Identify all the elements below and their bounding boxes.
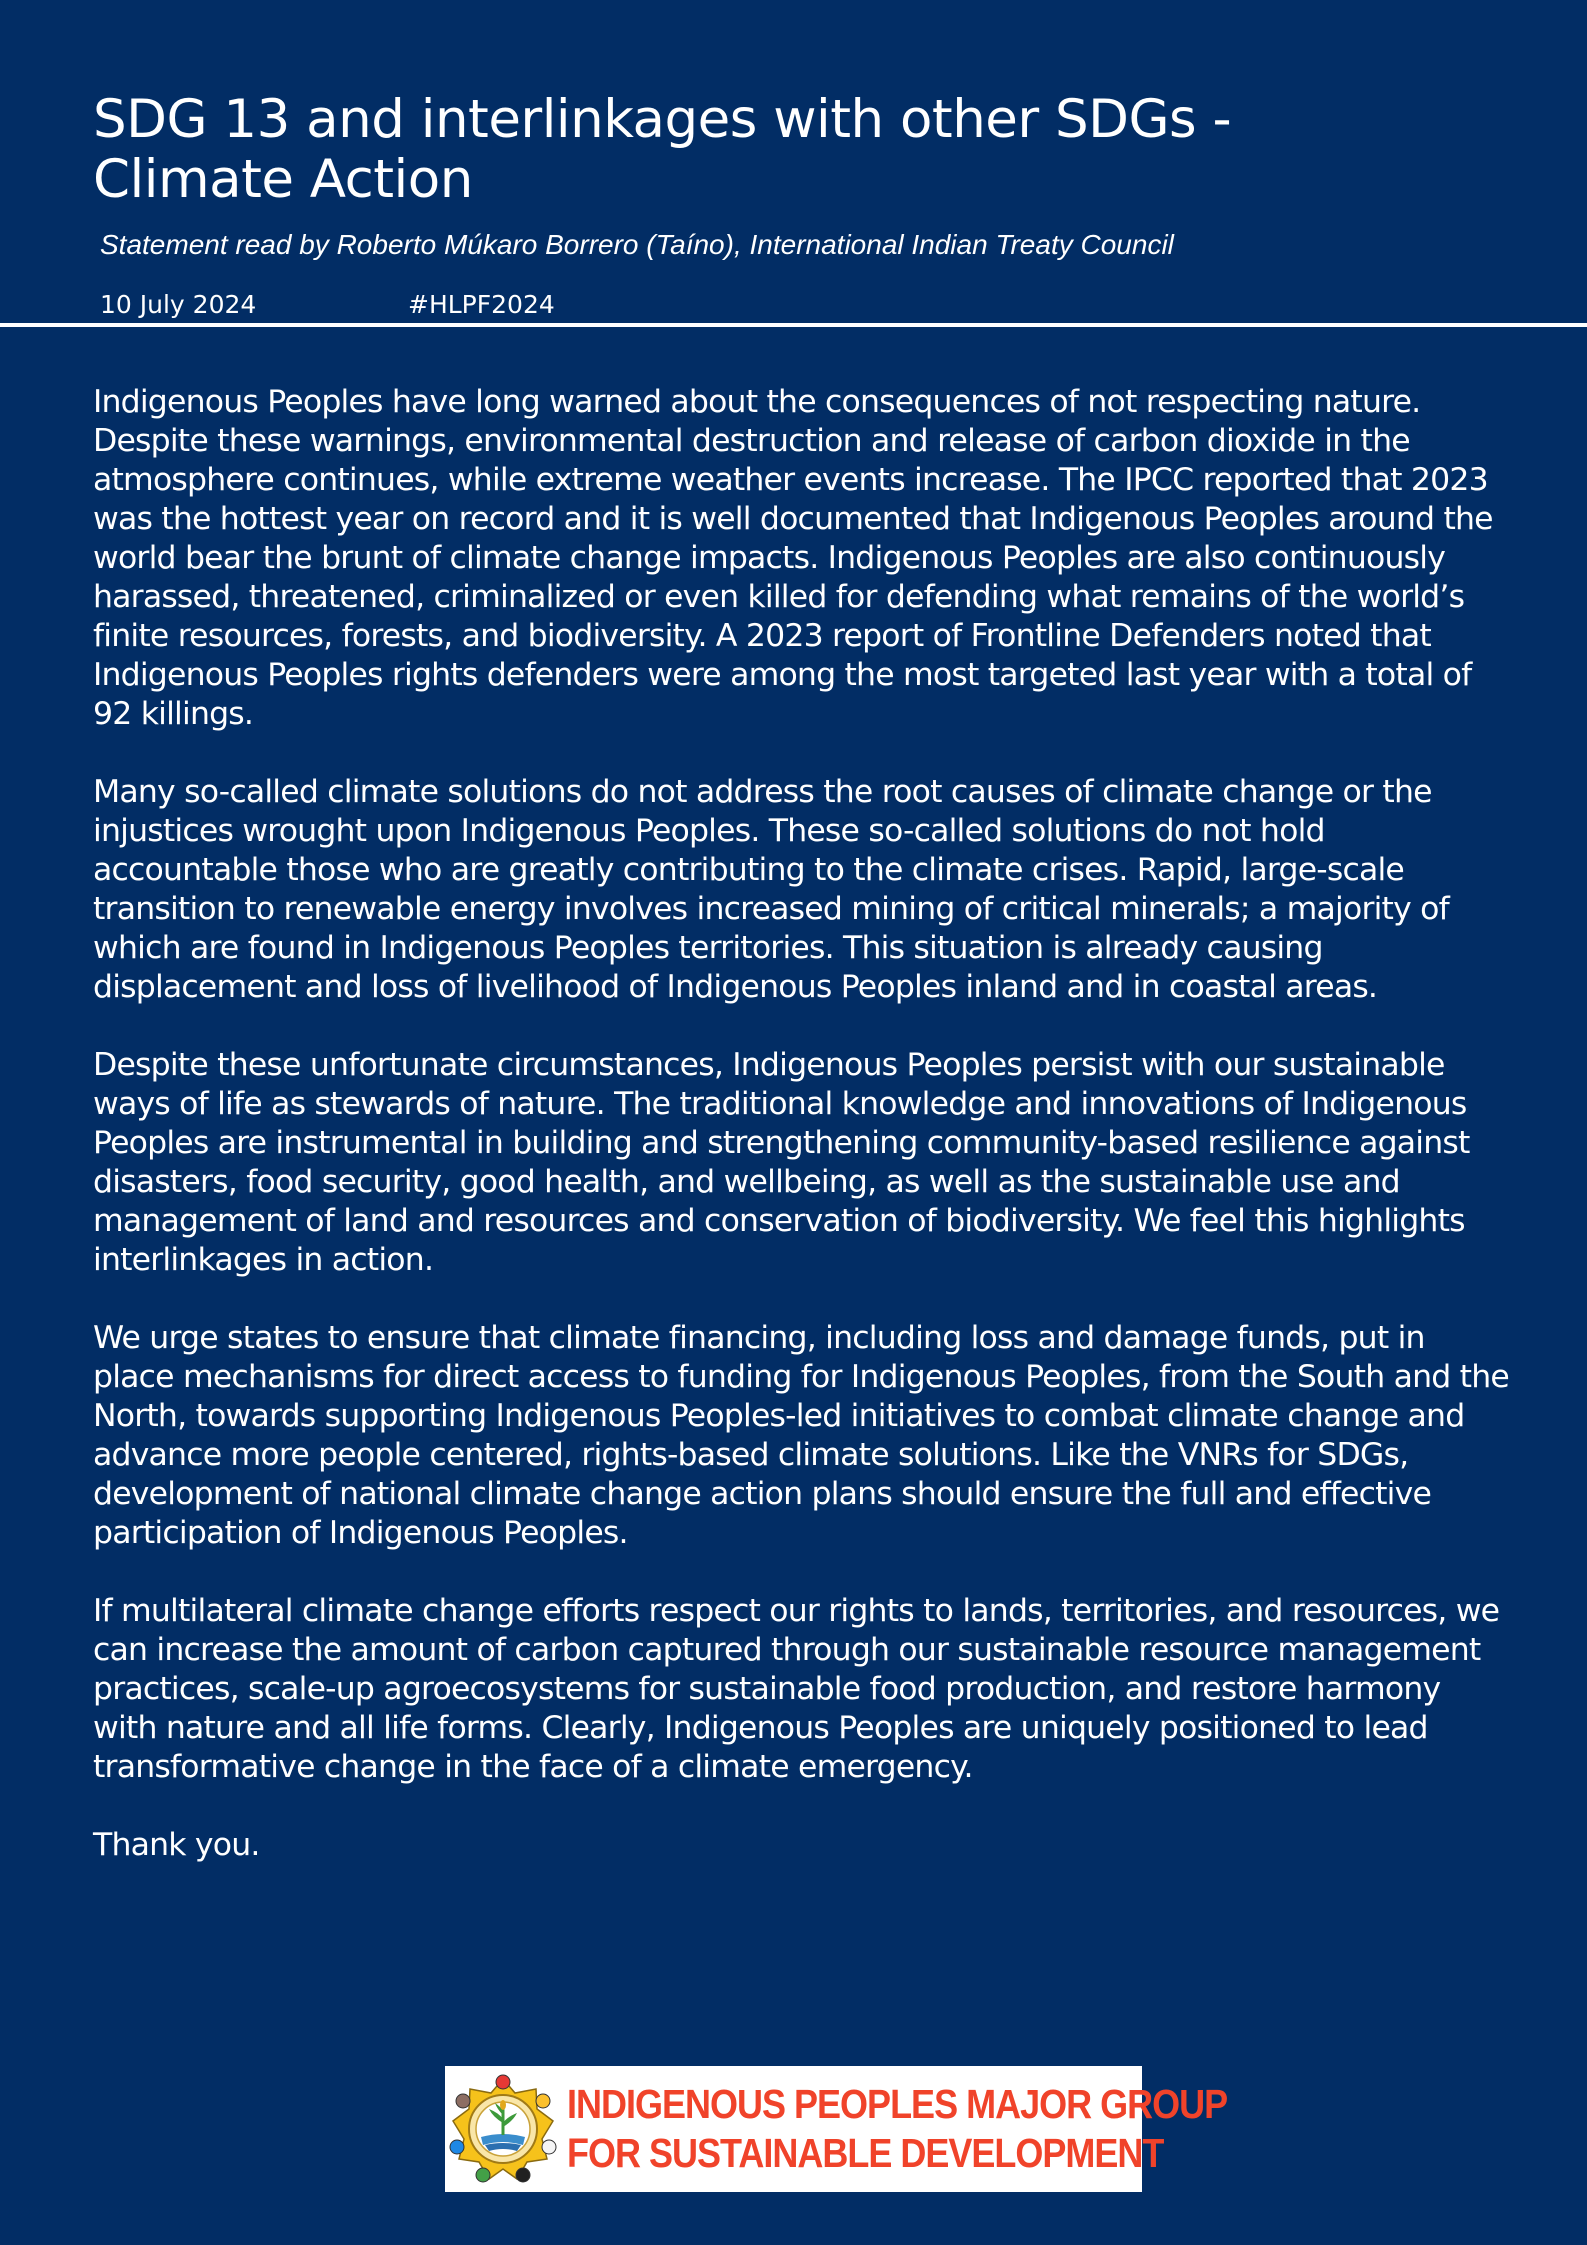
statement-body	[93, 383, 1513, 1865]
closing-line: Thank you.	[93, 1827, 260, 1863]
header-divider	[0, 323, 1587, 327]
ipmg-logo	[445, 2066, 1228, 2192]
logo-line-2: FOR SUSTAINABLE DEVELOPMENT	[567, 2130, 1164, 2177]
statement-date: 10 July 2024	[100, 290, 257, 319]
paragraph: Many so-called climate solutions do not address the root causes of climate change or the injustices wrought upon Indigenous Peoples. These so-called solutions do not hold accountable those who are greatly contributing to the climate crises. Rapid, large-scale transition to renewable energy involves increased mining of critical minerals; a majority of which are found in Indigenous Peoples territories. This situation is already causing displacement and loss of livelihood of Indigenous Peoples inland and in coastal areas.	[93, 774, 1449, 1005]
paragraph: Indigenous Peoples have long warned about the consequences of not respecting nature. Despite these warnings, environmental destruction and release of carbon dioxide in the atmosphere continues, while extreme weather events increase. The IPCC reported that 2023 was the hottest year on record and it is well documented that Indigenous Peoples around the world bear the brunt of climate change impacts. Indigenous Peoples are also continuously harassed, threatened, criminalized or even killed for defending what remains of the world’s finite resources, forests, and biodiversity. A 2023 report of Frontline Defenders noted that Indigenous Peoples rights defenders were among the most targeted last year with a total of 92 killings.	[93, 384, 1493, 732]
ipmg-wordmark	[567, 2080, 1227, 2179]
paragraph: If multilateral climate change efforts respect our rights to lands, territories, and resources, we can increase the amount of carbon captured through our sustainable resource management practices, scale-up agroecosystems for sustainable food production, and restore harmony with nature and all life forms. Clearly, Indigenous Peoples are uniquely positioned to lead transformative change in the face of a climate emergency.	[93, 1593, 1500, 1785]
event-hashtag: #HLPF2024	[408, 290, 555, 319]
paragraph: Despite these unfortunate circumstances, Indigenous Peoples persist with our sustainable ways of life as stewards of nature. The traditional knowledge and innovations of Indigenous Peoples are instrumental in building and strengthening community-based resilience against disasters, food security, good health, and wellbeing, as well as the sustainable use and management of land and resources and conservation of biodiversity. We feel this highlights interlinkages in action.	[93, 1047, 1470, 1278]
logo-line-1: INDIGENOUS PEOPLES MAJOR GROUP	[567, 2080, 1228, 2127]
statement-byline: Statement read by Roberto Múkaro Borrero (Taíno), International Indian Treaty Council	[100, 229, 1174, 260]
ipmg-emblem-icon	[445, 2071, 561, 2187]
paragraph: We urge states to ensure that climate financing, including loss and damage funds, put in place mechanisms for direct access to funding for Indigenous Peoples, from the South and the North, towards supporting Indigenous Peoples-led initiatives to combat climate change and advance more people centered, rights-based climate solutions. Like the VNRs for SDGs, development of national climate change action plans should ensure the full and effective participation of Indigenous Peoples.	[93, 1320, 1509, 1551]
page-title: SDG 13 and interlinkages with other SDGs - Climate Action	[93, 89, 1232, 210]
